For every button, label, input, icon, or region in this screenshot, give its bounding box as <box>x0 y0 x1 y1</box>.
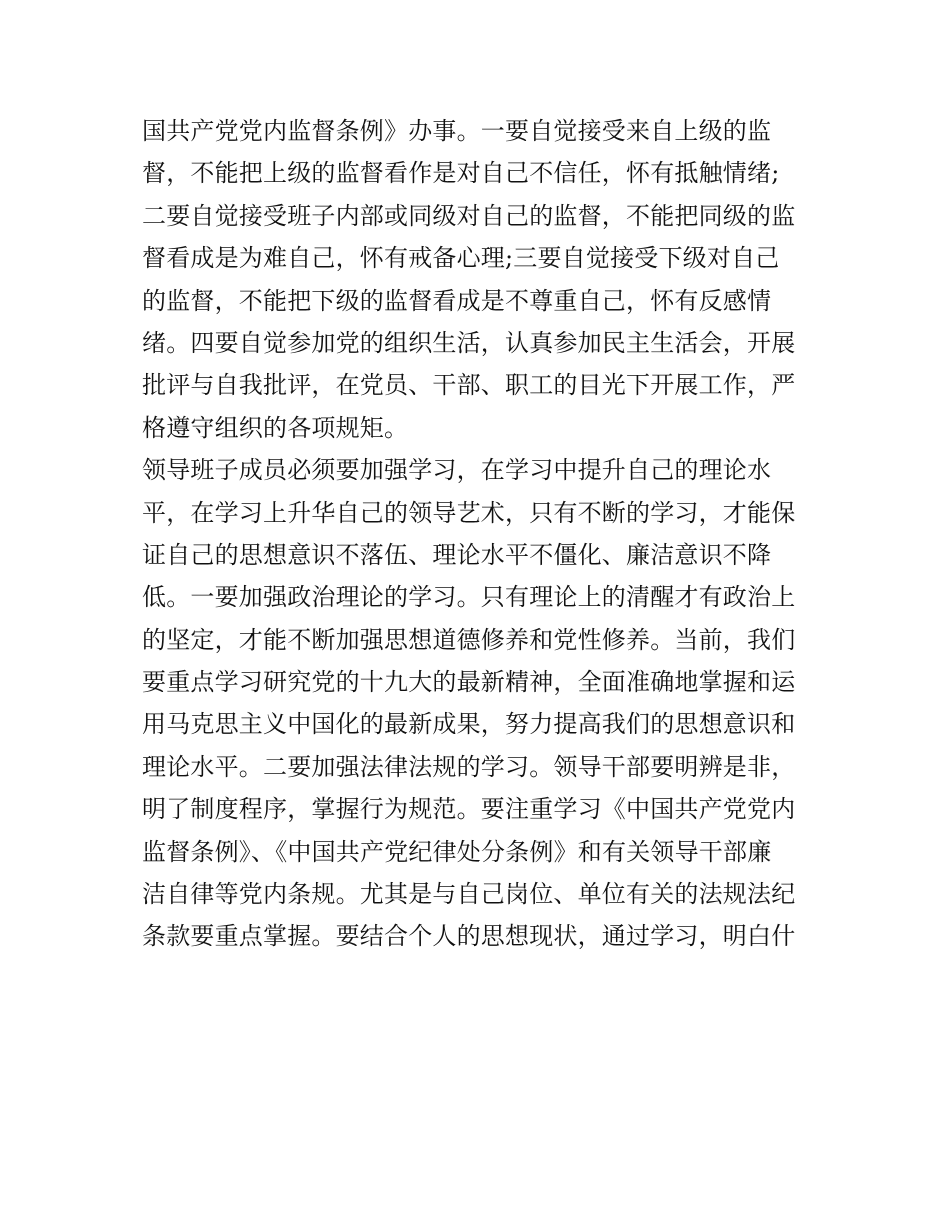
text-line: 领导班子成员必须要加强学习，在学习中提升自己的理论水 <box>142 456 772 485</box>
text-line: 督，不能把上级的监督看作是对自己不信任，怀有抵触情绪; <box>142 159 780 188</box>
body-text <box>142 110 822 958</box>
text-line: 平，在学习上升华自己的领导艺术，只有不断的学习，才能保 <box>142 498 796 527</box>
text-line: 洁自律等党内条规。尤其是与自己岗位、单位有关的法规法纪 <box>142 880 796 909</box>
text-line: 要重点学习研究党的十九大的最新精神，全面准确地掌握和运 <box>142 668 796 697</box>
text-line: 证自己的思想意识不落伍、理论水平不僵化、廉洁意识不降 <box>142 540 772 569</box>
text-line: 监督条例》、《中国共产党纪律处分条例》和有关领导干部廉 <box>142 837 772 866</box>
text-line: 低。一要加强政治理论的学习。只有理论上的清醒才有政治上 <box>142 583 796 612</box>
text-line: 的坚定，才能不断加强思想道德修养和党性修养。当前，我们 <box>142 625 796 654</box>
text-line: 格遵守组织的各项规矩。 <box>142 413 409 442</box>
text-line: 明了制度程序，掌握行为规范。要注重学习《中国共产党党内 <box>142 795 796 824</box>
text-line: 条款要重点掌握。要结合个人的思想现状，通过学习，明白什 <box>142 922 796 951</box>
text-line: 督看成是为难自己，怀有戒备心理;三要自觉接受下级对自己 <box>142 244 780 273</box>
text-line: 批评与自我批评，在党员、干部、职工的目光下开展工作，严 <box>142 371 796 400</box>
text-line: 理论水平。二要加强法律法规的学习。领导干部要明辨是非， <box>142 752 796 781</box>
text-line: 二要自觉接受班子内部或同级对自己的监督，不能把同级的监 <box>142 201 796 230</box>
text-line: 用马克思主义中国化的最新成果，努力提高我们的思想意识和 <box>142 710 796 739</box>
text-line: 绪。四要自觉参加党的组织生活，认真参加民主生活会，开展 <box>142 328 796 357</box>
text-line: 国共产党党内监督条例》办事。一要自觉接受来自上级的监 <box>142 117 772 145</box>
text-line: 的监督，不能把下级的监督看成是不尊重自己，怀有反感情 <box>142 286 772 315</box>
